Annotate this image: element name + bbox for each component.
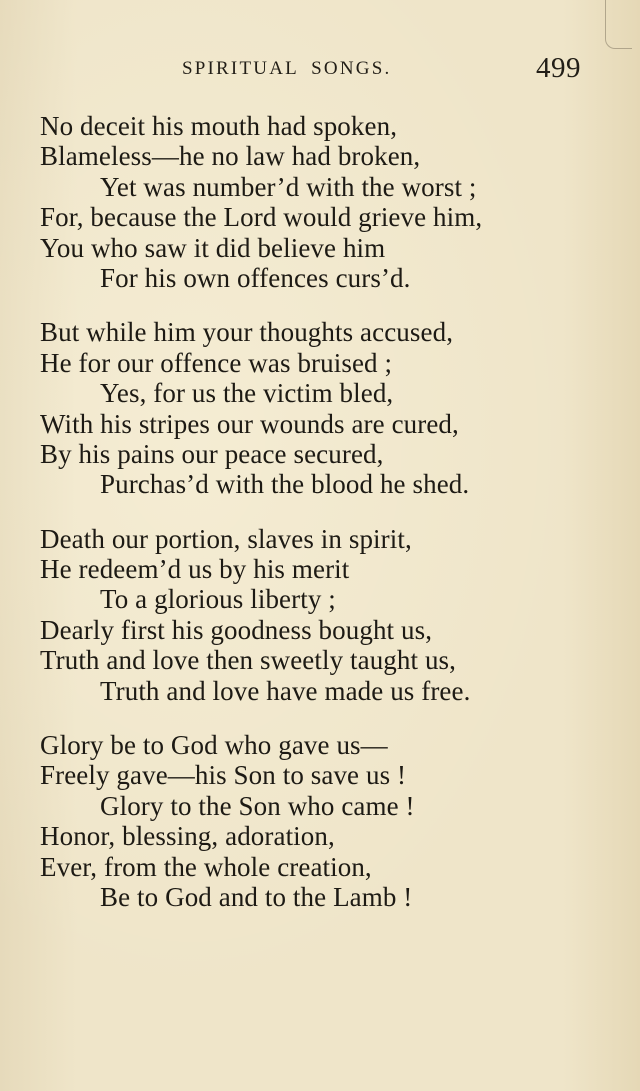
verse-line: He for our offence was bruised ; (40, 347, 393, 378)
verse-line: Ever, from the whole creation, (40, 851, 372, 882)
verse-line: Freely gave—his Son to save us ! (40, 760, 407, 791)
verse-line: Dearly first his goodness bought us, (40, 614, 433, 645)
page-corner-mark (605, 0, 632, 49)
verse-line: By his pains our peace secured, (40, 438, 384, 469)
verse-line: But while him your thoughts accused, (40, 317, 454, 348)
stanza-4 (40, 730, 620, 912)
verse-line: For his own offences curs’d. (100, 262, 411, 293)
verse-line: To a glorious liberty ; (100, 584, 336, 615)
verse-line: Yes, for us the victim bled, (100, 378, 394, 409)
page-number: 499 (536, 52, 581, 84)
verse-line: Glory to the Son who came ! (100, 790, 415, 821)
verse-line: For, because the Lord would grieve him, (40, 202, 483, 233)
verse-line: Truth and love then sweetly taught us, (40, 645, 457, 676)
stanza-3 (40, 524, 620, 706)
verse-line: No deceit his mouth had spoken, (40, 111, 398, 141)
verse-line: Yet was number’d with the worst ; (100, 171, 477, 202)
hymn-text (40, 111, 620, 936)
verse-line: Honor, blessing, adoration, (40, 821, 335, 852)
verse-line: He redeem’d us by his merit (40, 554, 350, 585)
verse-line: Death our portion, slaves in spirit, (40, 523, 412, 554)
verse-line: Blameless—he no law had broken, (40, 141, 421, 172)
running-header-title: SPIRITUAL SONGS. (182, 58, 392, 79)
verse-line: Truth and love have made us free. (100, 675, 471, 706)
verse-line: Purchas’d with the blood he shed. (100, 469, 470, 500)
stanza-1 (40, 111, 620, 293)
verse-line: Glory be to God who gave us— (40, 730, 388, 761)
verse-line: Be to God and to the Lamb ! (100, 881, 413, 912)
verse-line: With his stripes our wounds are cured, (40, 408, 459, 439)
verse-line: You who saw it did believe him (40, 232, 386, 263)
stanza-2 (40, 317, 620, 499)
